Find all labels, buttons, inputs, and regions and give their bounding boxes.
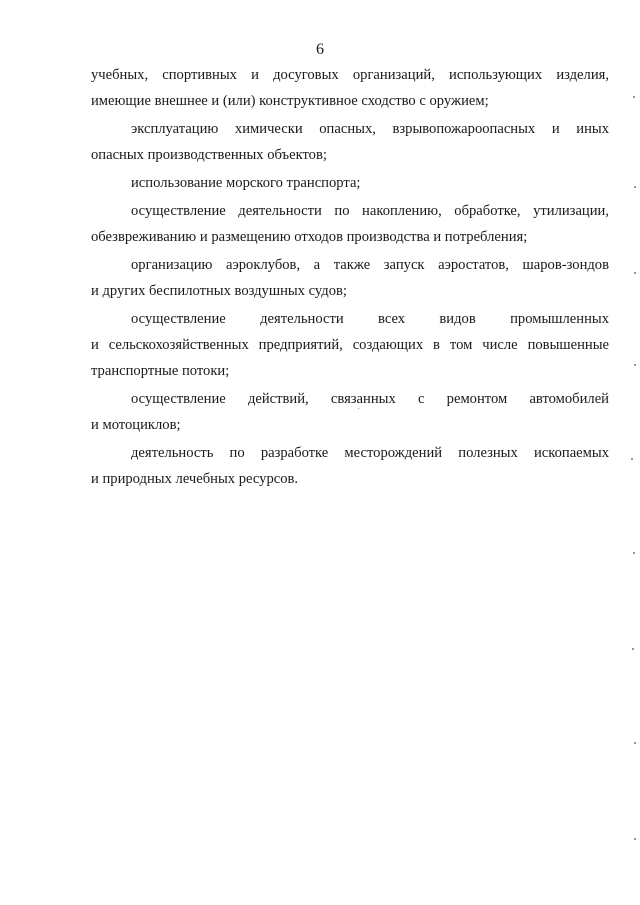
- paragraph: [91, 170, 609, 196]
- text-line: осуществление деятельности всех видов промышленных: [131, 311, 609, 327]
- text-line: деятельность по разработке месторождений полезных ископаемых: [131, 445, 609, 461]
- text-line: и сельскохозяйственных предприятий, создающих в том числе повышенные: [91, 337, 609, 353]
- text-line: осуществление действий, связанных с ремонтом автомобилей: [131, 391, 609, 407]
- text-line: опасных производственных объектов;: [91, 147, 327, 163]
- text-line: и других беспилотных воздушных судов;: [91, 283, 347, 299]
- paragraph: [91, 252, 609, 304]
- paragraph: [91, 386, 609, 438]
- scan-speck: [632, 648, 634, 650]
- scan-speck: [633, 96, 635, 98]
- text-line: и природных лечебных ресурсов.: [91, 471, 299, 487]
- document-body: [91, 62, 609, 492]
- text-line: организацию аэроклубов, а также запуск аэростатов, шаров-зондов: [131, 257, 609, 273]
- text-line: эксплуатацию химически опасных, взрывопожароопасных и иных: [131, 121, 609, 137]
- scan-speck: [634, 838, 636, 840]
- text-line: имеющие внешнее и (или) конструктивное сходство с оружием;: [91, 93, 489, 109]
- paragraph: [91, 116, 609, 168]
- paragraph: [91, 198, 609, 250]
- text-line: использование морского транспорта;: [131, 175, 361, 191]
- text-line: и мотоциклов;: [91, 417, 181, 433]
- scan-speck: [634, 186, 636, 188]
- text-line: обезвреживанию и размещению отходов производства и потребления;: [91, 229, 528, 245]
- scan-speck: [634, 742, 636, 744]
- scan-speck: [634, 272, 636, 274]
- scan-speck: [631, 458, 633, 460]
- scan-speck: [358, 408, 359, 409]
- scan-speck: [633, 552, 635, 554]
- paragraph: [91, 440, 609, 492]
- text-line: учебных, спортивных и досуговых организаций, использующих изделия,: [91, 67, 609, 83]
- paragraph: [91, 306, 609, 384]
- paragraph: [91, 62, 609, 114]
- page-number: 6: [316, 41, 324, 58]
- text-line: транспортные потоки;: [91, 363, 230, 379]
- scan-speck: [634, 364, 636, 366]
- text-line: осуществление деятельности по накоплению, обработке, утилизации,: [131, 203, 609, 219]
